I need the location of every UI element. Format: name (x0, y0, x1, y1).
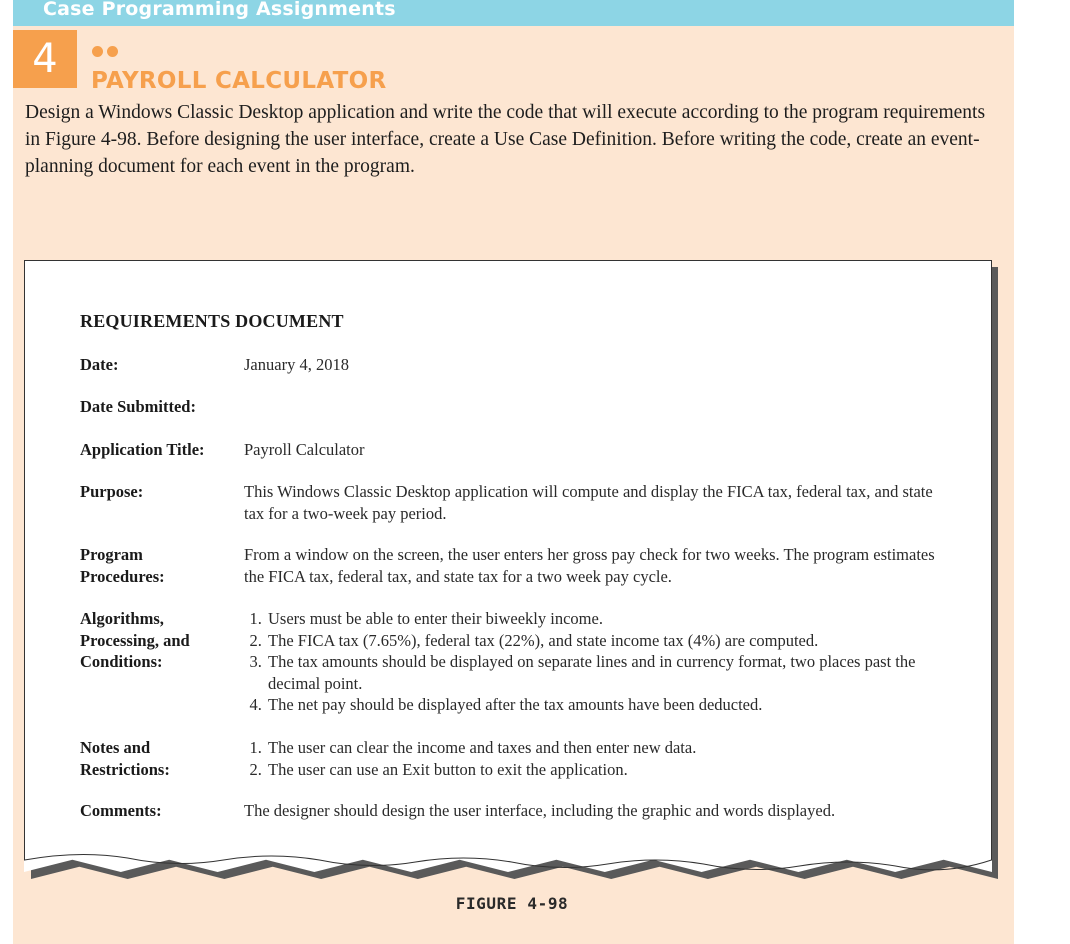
case-title: PAYROLL CALCULATOR (91, 68, 387, 94)
section-banner (13, 0, 1014, 26)
comments-label: Comments: (80, 801, 162, 820)
case-number-badge: 4 (13, 30, 77, 88)
algorithms-list (244, 608, 944, 716)
algorithms-label: Algorithms, Processing, and Conditions: (80, 609, 190, 671)
program-procedures-label: Program Procedures: (80, 545, 165, 586)
date-value: January 4, 2018 (244, 355, 349, 374)
date-label: Date: (80, 355, 119, 374)
purpose-label: Purpose: (80, 482, 144, 501)
intro-paragraph: Design a Windows Classic Desktop application and write the code that will execute according to the program requirements in Figure 4-98. Before designing the user interface, create a Use Case Definition. Before writing the code, create an event-planning document for each event in the program. (25, 102, 986, 177)
difficulty-dot (107, 46, 118, 57)
date-submitted-label: Date Submitted: (80, 397, 196, 416)
document-heading: REQUIREMENTS DOCUMENT (80, 311, 344, 331)
note-item: 1. The user can clear the income and taxes and then enter new data. (266, 737, 944, 759)
application-title-value: Payroll Calculator (244, 440, 365, 459)
notes-list (244, 737, 944, 780)
figure-caption: FIGURE 4-98 (455, 894, 569, 913)
section-banner-title: Case Programming Assignments (43, 0, 396, 20)
algorithm-item: 1. Users must be able to enter their biweekly income. (266, 608, 944, 630)
note-item: 2. The user can use an Exit button to exit the application. (266, 759, 944, 781)
algorithm-item: 2. The FICA tax (7.65%), federal tax (22%), and state income tax (4%) are computed. (266, 630, 944, 652)
program-procedures-value: From a window on the screen, the user enters her gross pay check for two weeks. The program estimates the FICA tax, federal tax, and state tax for a two week pay cycle. (244, 545, 935, 586)
algorithm-item: 4. The net pay should be displayed after the tax amounts have been deducted. (266, 694, 944, 716)
notes-label: Notes and Restrictions: (80, 738, 170, 779)
comments-value: The designer should design the user interface, including the graphic and words displayed. (244, 801, 836, 820)
algorithm-item: 3. The tax amounts should be displayed on separate lines and in currency format, two places past the decimal point. (266, 651, 944, 694)
difficulty-indicator (92, 46, 118, 57)
difficulty-dot (92, 46, 103, 57)
purpose-value: This Windows Classic Desktop application will compute and display the FICA tax, federal tax, and state tax for a two-week pay period. (244, 482, 933, 523)
application-title-label: Application Title: (80, 440, 205, 459)
